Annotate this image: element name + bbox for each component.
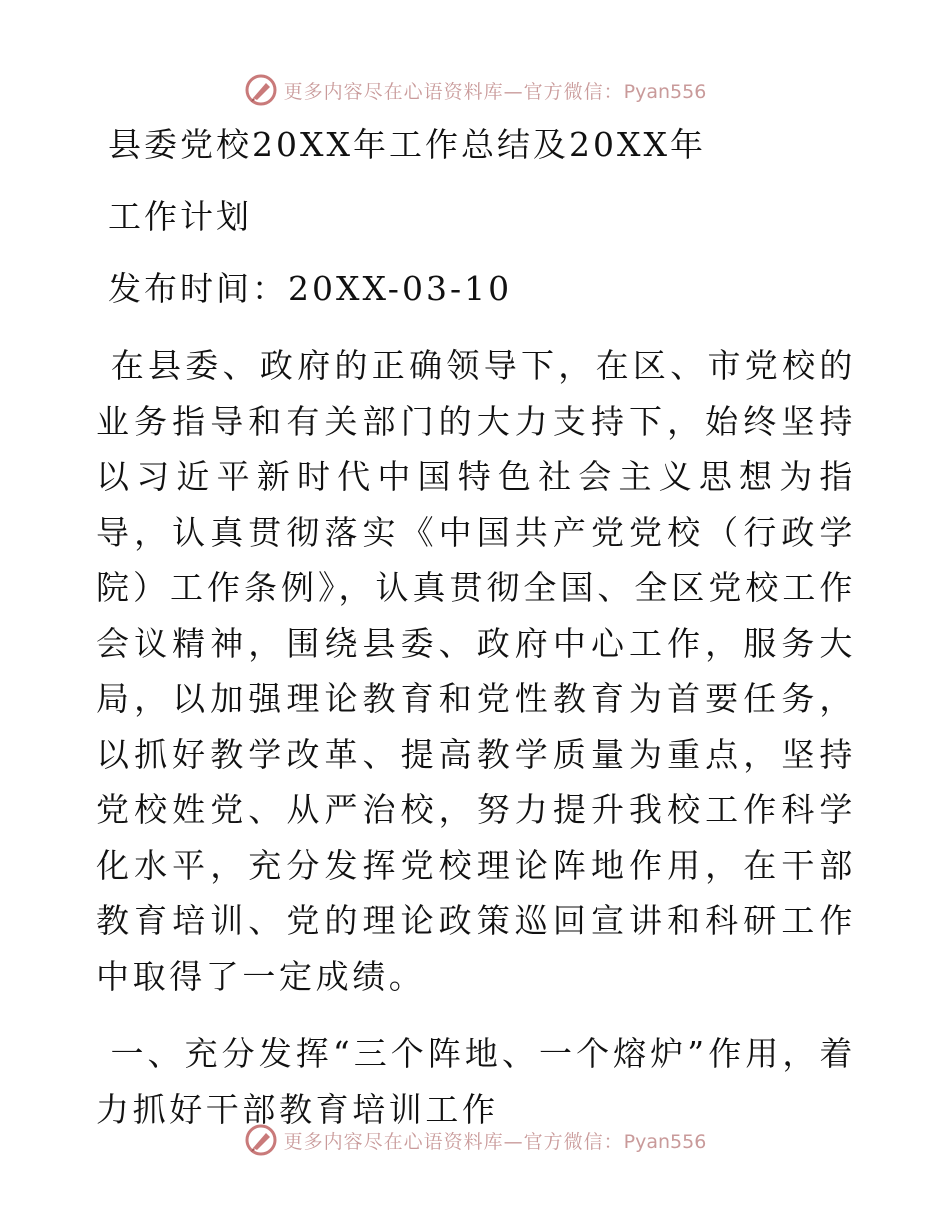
pen-logo-icon [244, 73, 278, 107]
watermark-account: Pyan556 [623, 80, 707, 103]
watermark-banner-bottom [0, 1120, 950, 1160]
watermark-account: Pyan556 [623, 1130, 707, 1153]
document-title-line-2: 工作计划 [108, 197, 252, 236]
intro-paragraph: 在县委、政府的正确领导下，在区、市党校的业务指导和有关部门的大力支持下，始终坚持以习近平新时代中国特色社会主义思想为指导，认真贯彻落实《中国共产党党校（行政学院）工作条例》，认真贯彻全国、全区党校工作会议精神，围绕县委、政府中心工作，服务大局，以加强理论教育和党性教育为首要任务，以抓好教学改革、提高教学质量为重点，坚持党校姓党、从严治校，努力提升我校工作科学化水平，充分发挥党校理论阵地作用，在干部教育培训、党的理论政策巡回宣讲和科研工作中取得了一定成绩。 [96, 346, 856, 996]
pen-logo-icon [244, 1123, 278, 1157]
document-body [96, 118, 856, 1137]
watermark-text: 更多内容尽在心语资料库—官方微信：Pyan556 [283, 80, 707, 103]
section-heading-1: 一、充分发挥“三个阵地、一个熔炉”作用，着力抓好干部教育培训工作 [96, 1034, 856, 1129]
document-title-line-1: 县委党校20XX年工作总结及20XX年 [108, 125, 706, 164]
watermark-banner-top [0, 70, 950, 110]
publish-time: 发布时间：20XX-03-10 [108, 269, 513, 308]
watermark-text: 更多内容尽在心语资料库—官方微信：Pyan556 [283, 1130, 707, 1153]
